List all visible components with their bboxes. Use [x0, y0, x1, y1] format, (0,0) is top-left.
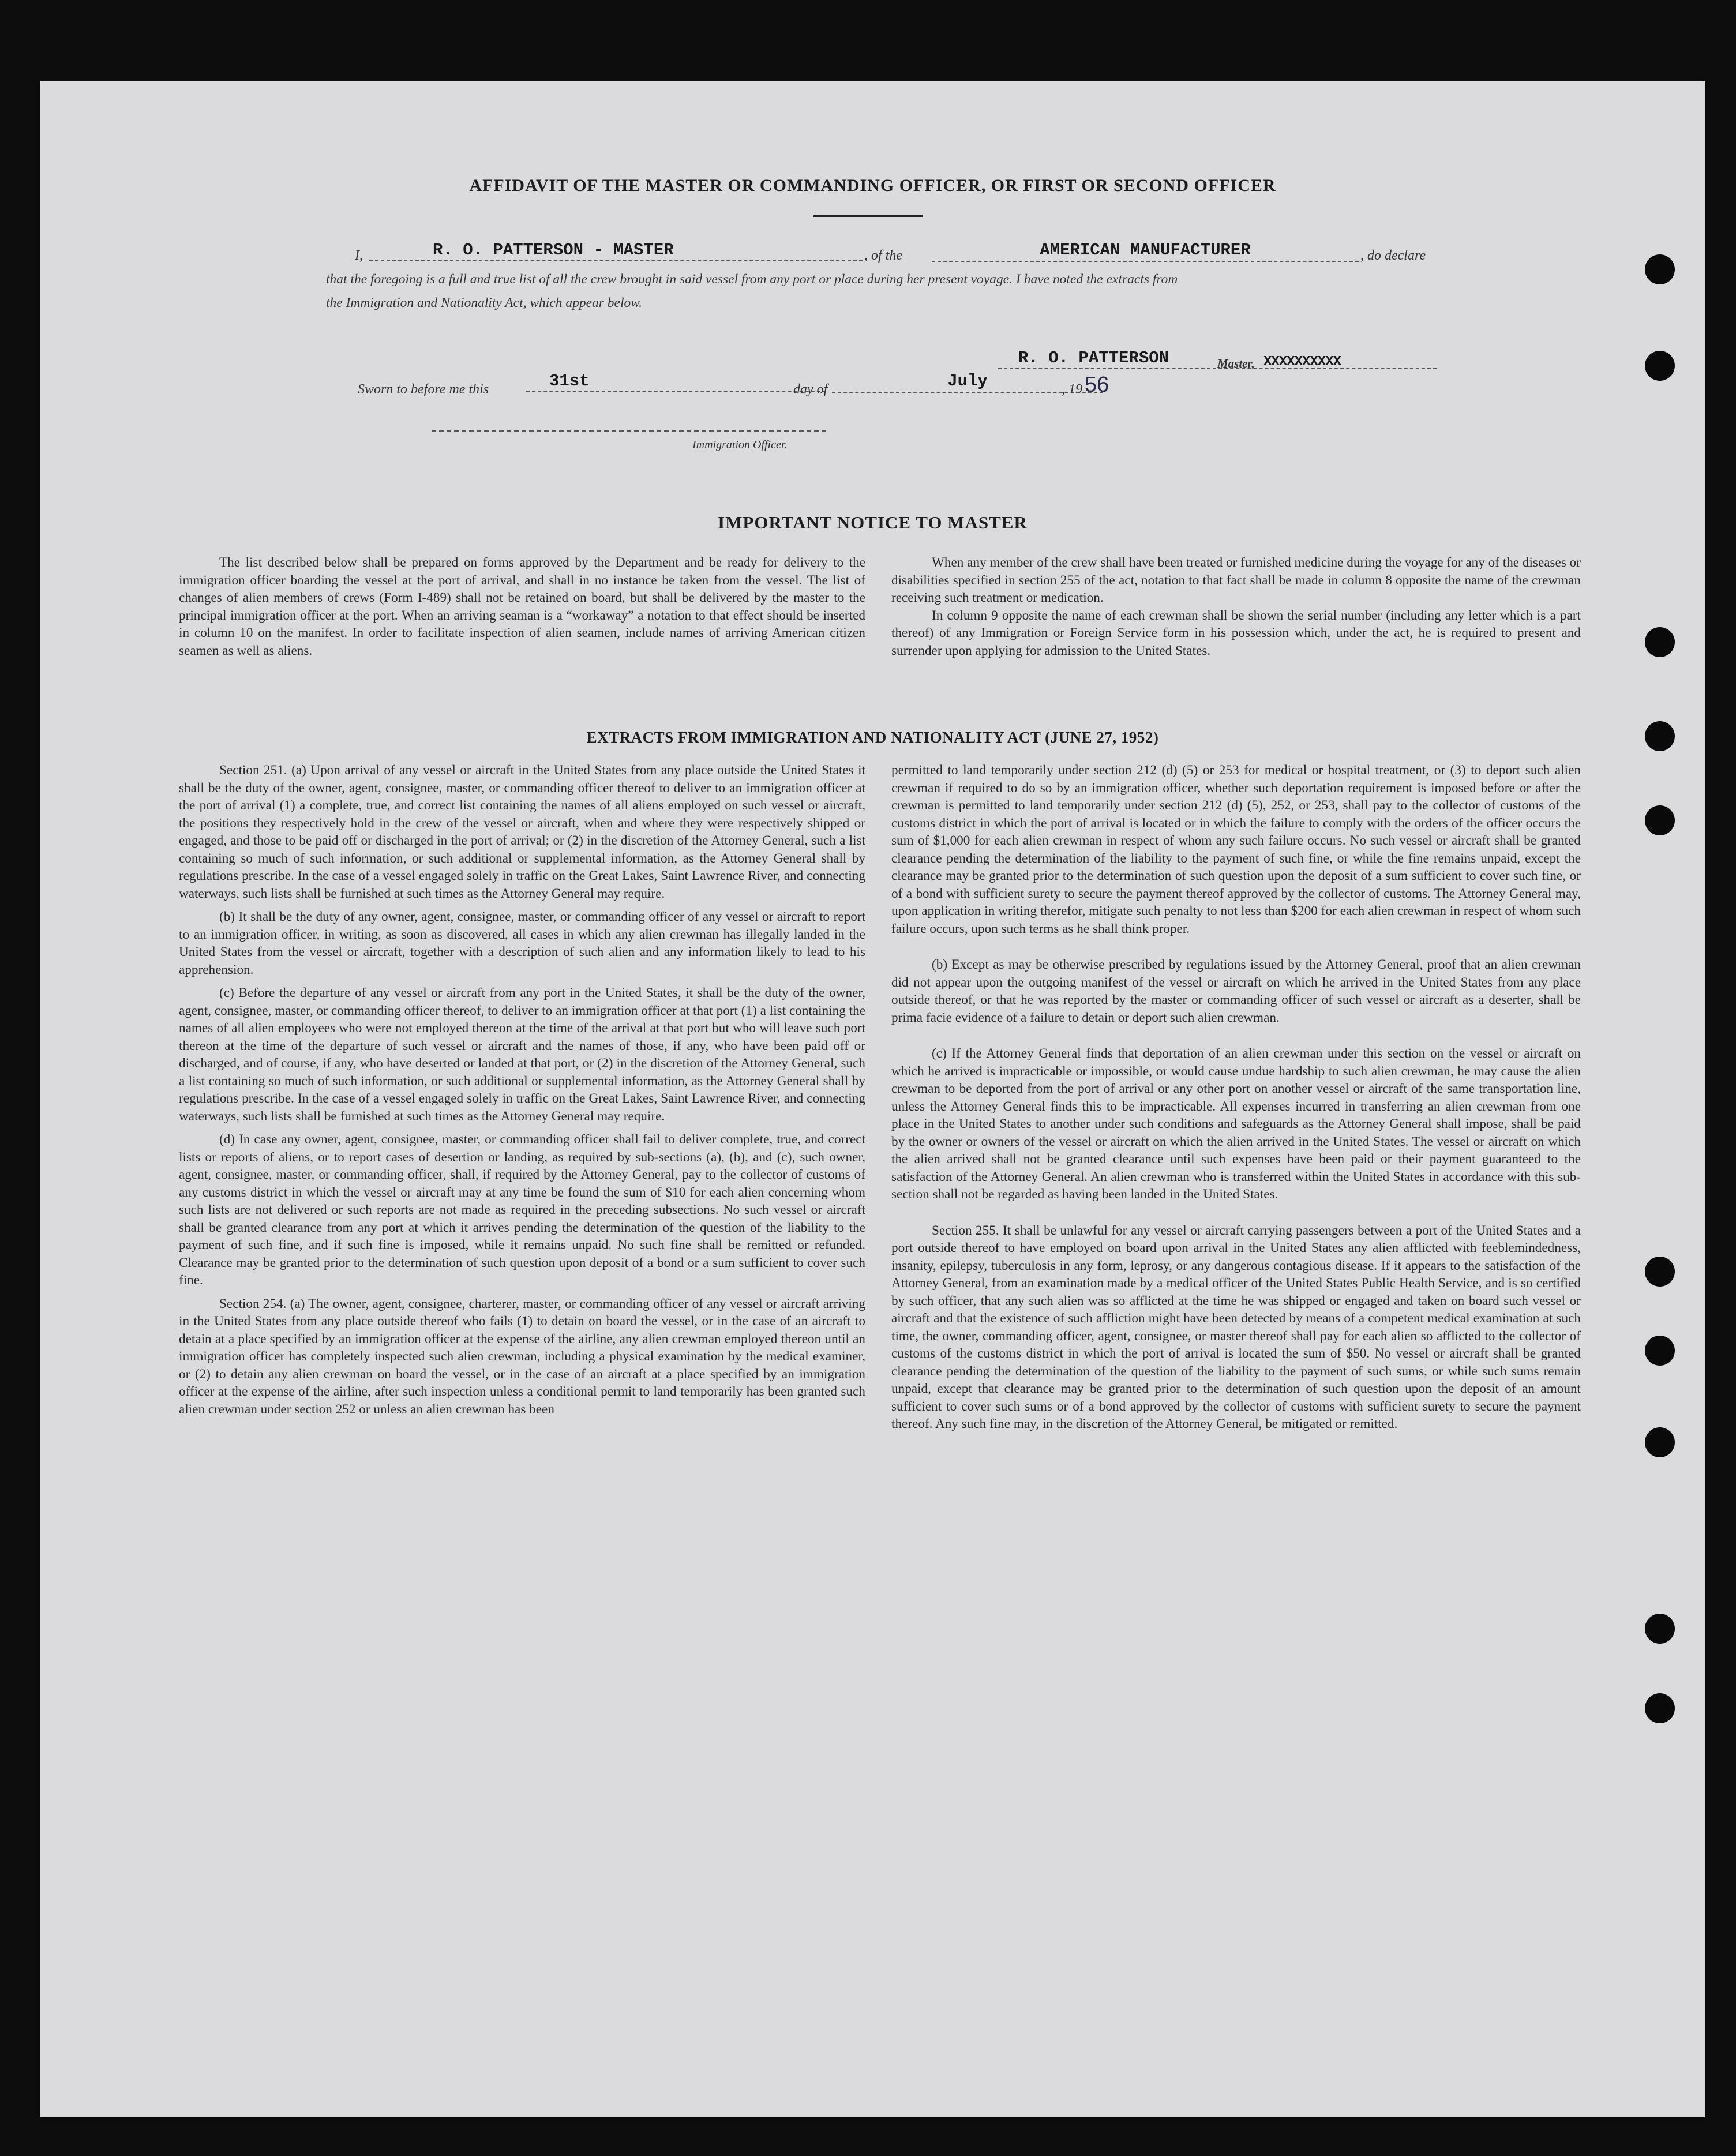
- section-251-b: (b) It shall be the duty of any owner, agent, consignee, master, or commanding officer of any vessel or aircraft to report to an immigration officer, in writing, as soon as discovered, all cases in which any alien crewman has illegally landed in the United States from the vessel or aircraft, together with a description of such alien and any information likely to lead to his apprehension.: [179, 909, 865, 977]
- affidavit-title: AFFIDAVIT OF THE MASTER OR COMMANDING OFFICER, OR FIRST OR SECOND OFFICER: [469, 176, 1276, 195]
- section-251-d: (d) In case any owner, agent, consignee, master, or commanding officer shall fail to deliver complete, true, and correct lists or reports of aliens, or to report cases of desertion or landing, as required by sub-sections (a), (b), and (c), such owner, agent, consignee, master, or commanding officer, shall, if required by the Attorney General, pay to the collector of customs of any customs district in which the vessel or aircraft may at any time be found the sum of $10 for each alien concerning whom such lists are not delivered or such reports are not made as required in the preceding subsections. No such vessel or aircraft shall be granted clearance from any port at which it arrives pending the determination of the question of the liability to the payment of such fine, and if such fine is imposed, while it remains unpaid. No such fine shall be remitted or refunded. Clearance may be granted prior to the determination of such question upon deposit of a bond or a sum sufficient to cover such fine.: [179, 1132, 865, 1288]
- immigration-officer-label: Immigration Officer.: [692, 438, 788, 451]
- do-declare-label: , do declare: [1360, 248, 1426, 263]
- binder-hole: [1645, 805, 1675, 835]
- notice-title: IMPORTANT NOTICE TO MASTER: [718, 512, 1028, 533]
- document-page: [40, 81, 1705, 2117]
- extracts-right-column: [891, 762, 1581, 1439]
- binder-hole: [1645, 351, 1675, 381]
- year-suffix: 56: [1085, 373, 1109, 397]
- notice-left-paragraph: The list described below shall be prepared on forms approved by the Department and be ready for delivery to the immigration officer boarding the vessel at the port of arrival, and shall in no instance be taken from the vessel. The list of changes of alien members of crews (Form I-489) shall not be retained on board, but shall be delivered by the master to the principal immigration officer at the port. When an arriving seaman is a “workaway” a notation to that effect should be inserted in column 10 on the manifest. In order to facilitate inspection of alien seamen, include names of arriving American citizen seamen as well as aliens.: [179, 555, 865, 658]
- day-of-label: day of: [793, 382, 828, 397]
- section-254-a: Section 254. (a) The owner, agent, consignee, charterer, master, or commanding officer of any vessel or aircraft arriving in the United States from any place outside thereof who fails (1) to detain on board the vessel, or in the case of an aircraft to detain at a place specified by an immigration officer at the expense of the airline, any alien crewman employed thereon until an immigration officer has completely inspected such alien crewman, including a physical examination by the medical examiner, or (2) to detain any alien crewman on board the vessel, or in the case of an aircraft at a place specified by an immigration officer at the expense of the airline, after such inspection unless a conditional permit to land temporarily has been granted such alien crewman under section 252 or unless an alien crewman has been: [179, 1296, 865, 1417]
- section-255: Section 255. It shall be unlawful for any vessel or aircraft carrying passengers between a port of the United States and a port outside thereof to have employed on board upon arrival in the United States any alien afflicted with feeblemindedness, insanity, epilepsy, tuberculosis in any form, leprosy, or any dangerous contagious disease. If it appears to the satisfaction of the Attorney General, from an examination made by a medical officer of the United States Public Health Service, and is so certified by such officer, that any such alien was so afflicted at the time he was shipped or engaged and taken on board such vessel or aircraft and that the existence of such affliction might have been detected by means of a competent medical examination at such time, the owner, commanding officer, agent, consignee, or master thereof shall pay for each alien so afflicted to the collector of customs of the customs district in which the port of arrival is located the sum of $50. No vessel or aircraft shall be granted clearance pending the determination of the question of the liability to the payment of such sums, or while such sums remain unpaid, except that clearance may be granted prior to the determination of such question upon the deposit of an amount sufficient to cover such sums or of a bond approved by the collector of customs with sufficient surety to secure the payment thereof. Any such fine may, in the discretion of the Attorney General, be mitigated or remitted.: [891, 1223, 1581, 1431]
- extracts-title: EXTRACTS FROM IMMIGRATION AND NATIONALITY ACT (JUNE 27, 1952): [586, 729, 1159, 746]
- title-underline: [813, 215, 923, 217]
- binder-hole: [1645, 1257, 1675, 1287]
- sworn-day-field: 31st: [526, 372, 826, 392]
- master-name-field: R. O. PATTERSON - MASTER: [369, 241, 863, 261]
- signature-field: R. O. PATTERSON: [998, 349, 1437, 369]
- section-254-a-continued: permitted to land temporarily under section 212 (d) (5) or 253 for medical or hospital treatment, or (3) to deport such alien crewman if required to do so by an immigration officer, whether such deportation requirement is imposed before or after the crewman is permitted to land temporarily under section 212 (d) (5), 252, or 253, shall pay to the collector of customs of the customs district in which the port of arrival is located or in which the failure to comply with the orders of the officer occurs the sum of $1,000 for each alien crewman in respect of whom any such failure occurs. No such vessel or aircraft shall be granted clearance pending the determination of the liability to the payment of such fine, or while the fine remains unpaid, except the clearance may be granted prior to the determination of such question upon the deposit of a sum sufficient to cover such fine, or of a bond with sufficient surety to secure the payment thereof approved by the collector of customs. The Attorney General may, upon application in writing therefor, mitigate such penalty to not less than $200 for each alien crewman in respect of whom such failure occurs, upon such terms as he shall think proper.: [891, 763, 1581, 936]
- notice-left-column: [179, 554, 865, 665]
- section-254-c: (c) If the Attorney General finds that deportation of an alien crewman under this section on the vessel or aircraft on which he arrived is impracticable or impossible, or would cause undue hardship to such alien crewman, he may cause the alien crewman to be deported from the port of arrival or any other port on another vessel or aircraft of the same transportation line, unless the Attorney General finds this to be impracticable. All expenses incurred in transferring an alien crewman from one place in the United States to another under such conditions and safeguards as the Attorney General shall impose, shall be paid by the owner or owners of the vessel or aircraft on which the alien arrived in the United States. The vessel or aircraft on which the alien arrived shall not be granted clearance until such expenses have been paid or their payment guaranteed to the satisfaction of the Attorney General. An alien crewman who is transferred within the United States in accordance with this sub-section shall not be regarded as having been landed in the United States.: [891, 1046, 1581, 1202]
- binder-hole: [1645, 1693, 1675, 1723]
- extracts-left-column: [179, 762, 865, 1424]
- binder-hole: [1645, 254, 1675, 284]
- vessel-name-field: AMERICAN MANUFACTURER: [932, 241, 1359, 262]
- sworn-label: Sworn to before me this: [358, 382, 489, 397]
- year-prefix: , 19: [1062, 382, 1082, 397]
- declaration-line-3: the Immigration and Nationality Act, which appear below.: [326, 295, 643, 310]
- i-label: I,: [355, 248, 363, 263]
- section-254-b: (b) Except as may be otherwise prescribed by regulations issued by the Attorney General, proof that an alien crewman did not appear upon the outgoing manifest of the vessel or aircraft on which he arrived in the United States from any place outside thereof, or that he was reported by the master or commanding officer of such vessel or aircraft as a deserter, shall be prima facie evidence of a failure to detain or deport such alien crewman.: [891, 957, 1581, 1025]
- declaration-line-2: that the foregoing is a full and true list of all the crew brought in said vessel from any port or place during her present voyage. I have noted the extracts from: [326, 272, 1178, 287]
- of-the-label: , of the: [864, 248, 902, 263]
- notice-right-paragraph-1: When any member of the crew shall have been treated or furnished medicine during the voyage for any of the diseases or disabilities specified in section 255 of the act, notation to that fact shall be made in column 8 opposite the name of the crewman receiving such treatment or medication.: [891, 555, 1581, 605]
- section-251-c: (c) Before the departure of any vessel or aircraft from any port in the United States, it shall be the duty of the owner, agent, consignee, master, or commanding officer thereof, to deliver to an immigration officer at that port (1) a list containing the names of all alien employees who were not employed thereon at the time of the arrival at that port but who will leave such port thereon at the time of the departure of such vessel or aircraft and the names of those, if any, who have been paid off or discharged, and of course, if any, who have deserted or landed at that port, or (2) in the discretion of the Attorney General, such a list containing so much of such information, or such additional or supplemental information, as the Attorney General shall by regulations prescribe. In the case of a vessel engaged solely in traffic on the Great Lakes, Saint Lawrence River, and connecting waterways, such lists shall be furnished at such times as the Attorney General may require.: [179, 985, 865, 1124]
- notice-right-paragraph-2: In column 9 opposite the name of each crewman shall be shown the serial number (including any letter which is a part thereof) of any Immigration or Foreign Service form in his possession which, under the act, he is required to present and surrender upon applying for admission to the United States.: [891, 608, 1581, 658]
- binder-hole: [1645, 1336, 1675, 1366]
- binder-hole: [1645, 1427, 1675, 1457]
- master-label: Master,: [1217, 357, 1255, 370]
- master-struck-out: XXXXXXXXXX: [1263, 354, 1341, 370]
- notice-right-column: [891, 554, 1581, 665]
- section-251-a: Section 251. (a) Upon arrival of any vessel or aircraft in the United States from any place outside the United States it shall be the duty of the owner, agent, consignee, master, or commanding officer thereof to deliver to an immigration officer at the port of arrival (1) a complete, true, and correct list containing the names of all aliens employed on such vessel or aircraft, the positions they respectively hold in the crew of the vessel or aircraft, when and where they were respectively shipped or engaged, and those to be paid off or discharged in the port of arrival; or (2) in the discretion of the Attorney General, such a list containing so much of such information, or such additional or supplemental information, as the Attorney General shall by regulations prescribe. In the case of a vessel engaged solely in traffic on the Great Lakes, Saint Lawrence River, and connecting waterways, such lists shall be furnished at such times as the Attorney General may require.: [179, 763, 865, 901]
- binder-hole: [1645, 627, 1675, 657]
- officer-signature-line: [432, 430, 827, 432]
- month-field: July: [832, 372, 1103, 393]
- binder-hole: [1645, 1614, 1675, 1644]
